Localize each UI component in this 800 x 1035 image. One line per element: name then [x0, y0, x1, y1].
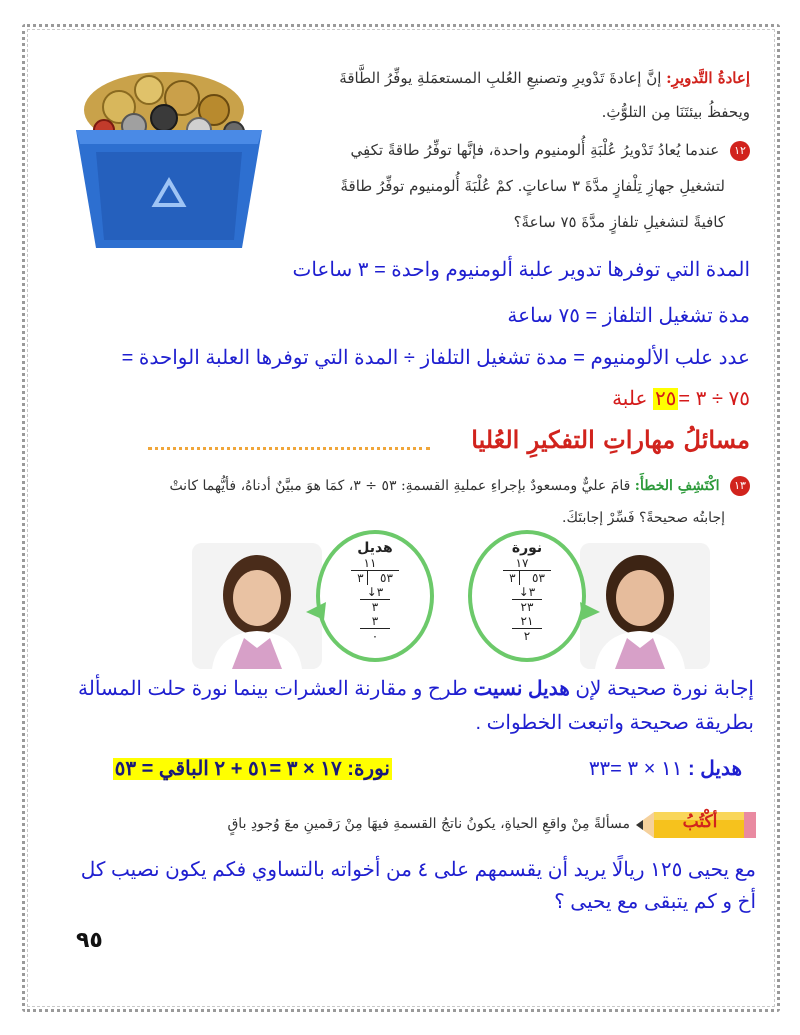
noura-divisor: ٣ [509, 571, 516, 585]
answer3-line2: أخ و كم يتبقى مع يحيى ؟ [554, 891, 756, 913]
recycle-question-line1 [280, 134, 750, 167]
question-number-badge: ١٢ [730, 141, 750, 161]
bubble-tail-hadeel [306, 600, 326, 624]
answer2-name-hadeel: هديل [528, 678, 570, 700]
recycle-intro [280, 62, 750, 95]
noura-step3: ٢١ [520, 614, 534, 628]
answer2-hadeel-eq [520, 756, 742, 781]
recycle-question-line2: لتشغيلِ جهازِ تِلْفازٍ مدَّةَ ٣ ساعاتٍ. كمْ عُلْبَةَ أُلومنيوم توفِّرُ طاقةً [340, 177, 725, 195]
recycle-q-text1: عندما يُعادُ تَدْويرُ عُلْبَةِ أُلومنيوم واحدة، فإنَّها توفِّرُ طاقةً تكفِي [350, 141, 720, 159]
recycling-bin-image [64, 52, 274, 252]
noura-work [484, 540, 570, 643]
bubble-tail-noura [580, 600, 600, 624]
answer1-result: ٢٥ [654, 388, 677, 410]
section-dotted-line [148, 447, 430, 450]
hadeel-work [332, 540, 418, 643]
recycle-heading: إعادةُ التَّدويرِ: [666, 69, 750, 87]
answer1-line3: عدد علب الألومنيوم = مدة تشغيل التلفاز ÷ المدة التي توفرها العلبة الواحدة = [121, 347, 750, 369]
answer2-line2: بطريقة صحيحة واتبعت الخطوات . [475, 712, 754, 734]
hadeel-step2: ٣ [371, 600, 379, 614]
error-q-text1: قامَ عليٌّ ومسعودٌ بإجراءِ عمليةِ القسمةِ: ٥٣ ÷ ٣، كمَا هوَ مبيَّنٌ أدناهُ، فأيُّهما كانتْ [169, 478, 631, 494]
hadeel-quotient: ١١ [363, 556, 377, 570]
answer2-hadeel-label: هديل : [688, 758, 742, 780]
hadeel-step3: ٣ [371, 614, 379, 628]
answer2-noura-eq [82, 756, 392, 781]
answer2-hadeel-calc: ١١ × ٣ =٣٣ [588, 758, 683, 780]
answer1-division: ٧٥ ÷ ٣ = [678, 388, 750, 410]
write-question-text: مسألةً مِنْ واقعِ الحياةِ، يكونُ ناتجُ القسمةِ فيهَا مِنْ رَقمينِ معَ وُجودِ باقٍ [227, 816, 630, 832]
hadeel-remainder: ٠ [371, 629, 379, 643]
noura-dividend: ٥٣ [532, 571, 545, 585]
noura-quotient: ١٧ [515, 556, 529, 570]
write-badge [636, 806, 756, 844]
noura-division-row [484, 571, 570, 585]
write-badge-label: أكْتُبُ [682, 812, 718, 832]
noura-step1: ٣↓ [518, 585, 536, 599]
error-question-line2: إجابتُه صحيحةً؟ فَسِّرْ إجابتَكَ. [562, 510, 725, 526]
hadeel-step1: ٣↓ [366, 585, 384, 599]
error-heading: اكْتَشِفِ الخطأَ: [634, 478, 720, 494]
answer2-part-b: نسيت [473, 678, 523, 700]
hadeel-division-row [332, 571, 418, 585]
noura-remainder: ٢ [523, 629, 531, 643]
hadeel-name: هديل [357, 540, 393, 556]
page-number: ٩٥ [76, 928, 103, 953]
hadeel-dividend: ٥٣ [380, 571, 393, 585]
answer1-unit: علبة [612, 388, 648, 410]
section-title: مسائلُ مهاراتِ التفكيرِ العُليا [471, 425, 750, 454]
answer2-part-c: طرح و مقارنة العشرات بينما نورة حلت المسألة [78, 678, 468, 700]
answer2-line1 [72, 676, 754, 701]
answer1-line4 [80, 386, 750, 411]
answer2-part-a: إجابة نورة صحيحة لإن [575, 678, 754, 700]
noura-name: نورة [511, 540, 543, 556]
noura-step2: ٢٣ [520, 600, 534, 614]
recycle-intro-line2: ويحفظُ بيئتَنَا مِن التلوُّثِ. [601, 103, 750, 121]
answer1-line1: المدة التي توفرها تدوير علبة ألومنيوم واحدة = ٣ ساعات [292, 259, 750, 281]
recycle-intro-line1: إنَّ إعادةَ تَدْويرِ وتصنيعِ العُلبِ المستعمَلةِ يوفِّرُ الطَّاقةَ [339, 69, 662, 87]
answer1-line2: مدة تشغيل التلفاز = ٧٥ ساعة [507, 305, 750, 327]
recycle-question-line3: كافيةً لتشغيلِ تلفازٍ مدَّةَ ٧٥ ساعةً؟ [513, 213, 725, 231]
hadeel-divisor: ٣ [357, 571, 364, 585]
answer3-line1: مع يحيى ١٢٥ ريالًا يريد أن يقسمهم على ٤ من أخواته بالتساوي فكم يكون نصيب كل [80, 859, 756, 881]
error-question-line1 [120, 470, 750, 503]
girl-photo-hadeel [192, 543, 322, 669]
question-number-badge: ١٣ [730, 476, 750, 496]
answer2-noura-calc: نورة: ١٧ × ٣ =٥١ + ٢ الباقي = ٥٣ [114, 758, 390, 780]
